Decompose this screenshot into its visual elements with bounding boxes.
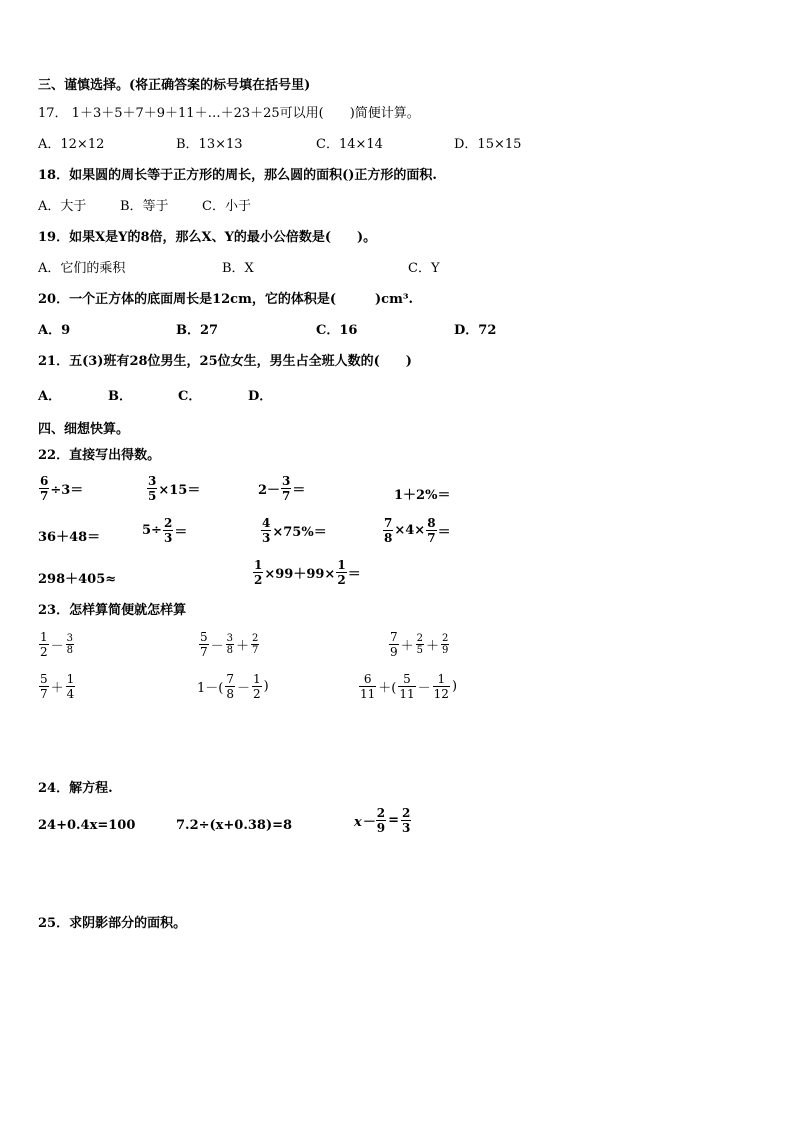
option-b: B． xyxy=(108,389,132,404)
calc-item: $\frac{3}{5}$ ×15＝ xyxy=(148,474,201,503)
question-22-title: 22．直接写出得数。 xyxy=(38,448,161,463)
calc-item: $\frac{1}{2}$ ×99＋99× $\frac{1}{2}$ ＝ xyxy=(254,558,361,587)
calc-item: 2－ $\frac{3}{7}$ ＝ xyxy=(258,474,306,503)
question-17: 17． 1＋3＋5＋7＋9＋11＋…＋23＋25可以用( )简便计算。 xyxy=(38,106,420,121)
option-d: D．15×15 xyxy=(454,137,522,152)
calc-item: $\frac{4}{3}$ ×75%＝ xyxy=(262,516,327,545)
option-d: D． xyxy=(248,389,273,404)
calc-item: $\frac{1}{2}$ － $\frac{3}{8}$ xyxy=(40,630,74,659)
question-21: 21．五(3)班有28位男生，25位女生，男生占全班人数的( ) xyxy=(38,354,412,369)
equation: 24+0.4x=100 xyxy=(38,818,136,833)
question-25-title: 25．求阴影部分的面积。 xyxy=(38,916,187,931)
calc-item: $\frac{7}{8}$ ×4× $\frac{8}{7}$ ＝ xyxy=(384,516,451,545)
calc-item: $\frac{5}{7}$ ＋ $\frac{1}{4}$ xyxy=(40,672,75,701)
option-b: B．13×13 xyxy=(176,137,243,152)
question-18: 18．如果圆的周长等于正方形的周长，那么圆的面积()正方形的面积. xyxy=(38,168,437,183)
option-b: B．27 xyxy=(176,323,219,338)
option-c: C．16 xyxy=(316,323,358,338)
option-c: C．小于 xyxy=(202,199,251,214)
calc-item: $\frac{6}{7}$ ÷3＝ xyxy=(40,474,84,503)
question-24-title: 24．解方程. xyxy=(38,781,113,796)
calc-item: 1－( $\frac{7}{8}$ － $\frac{1}{2}$ ) xyxy=(197,672,269,701)
option-b: B．等于 xyxy=(120,199,169,214)
calc-item: 36＋48＝ xyxy=(38,530,101,545)
option-a: A．大于 xyxy=(38,199,87,214)
option-c: C．14×14 xyxy=(316,137,383,152)
calc-item: $\frac{5}{7}$ － $\frac{3}{8}$ ＋ $\frac{2}{7}$ xyxy=(200,630,259,659)
question-23-title: 23．怎样算简便就怎样算 xyxy=(38,603,187,618)
calc-item: 5÷ $\frac{2}{3}$ ＝ xyxy=(142,516,188,545)
option-a: A． xyxy=(38,389,62,404)
calc-item: $\frac{7}{9}$ ＋ $\frac{2}{5}$ ＋ $\frac{2}{9}$ xyxy=(390,630,449,659)
option-a: A．12×12 xyxy=(38,137,105,152)
option-b: B．X xyxy=(222,261,254,276)
equation: x－ $\frac{2}{9}$ = $\frac{2}{3}$ xyxy=(354,806,411,835)
option-c: C．Y xyxy=(408,261,440,276)
section-heading: 四、细想快算。 xyxy=(38,422,130,437)
section-heading: 三、谨慎选择。(将正确答案的标号填在括号里) xyxy=(38,78,311,93)
option-c: C． xyxy=(178,389,202,404)
option-a: A．它们的乘积 xyxy=(38,261,126,276)
calc-item: $\frac{6}{11}$ ＋( $\frac{5}{11}$ － $\frac{1}{12}$ ) xyxy=(360,672,458,701)
question-19: 19．如果X是Y的8倍，那么X、Y的最小公倍数是( )。 xyxy=(38,230,377,245)
option-a: A．9 xyxy=(38,323,71,338)
equation: 7.2÷(x+0.38)=8 xyxy=(176,818,293,833)
calc-item: 298＋405≈ xyxy=(38,572,117,587)
option-d: D．72 xyxy=(454,323,497,338)
question-20: 20．一个正方体的底面周长是12cm，它的体积是( )cm³. xyxy=(38,292,414,307)
calc-item: 1＋2%＝ xyxy=(394,488,451,503)
